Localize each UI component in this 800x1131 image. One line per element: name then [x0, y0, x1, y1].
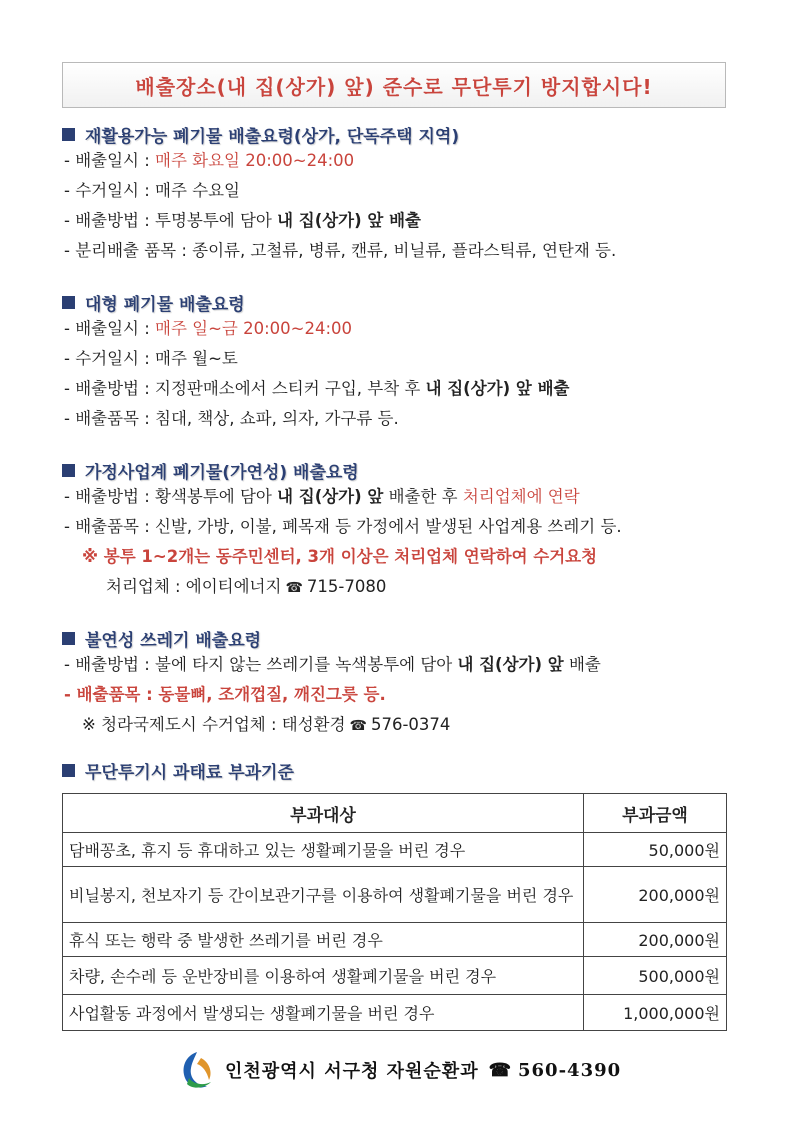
- section-title: [62, 290, 762, 314]
- items-line: - 배출품목 : 동물뼈, 조개껍질, 깨진그릇 등.: [64, 685, 386, 704]
- square-bullet-icon: [62, 632, 75, 645]
- schedule-line: [62, 314, 762, 344]
- table-row: [63, 833, 727, 867]
- footer-org: 인천광역시 서구청 자원순환과: [225, 1061, 479, 1082]
- items-line: - 배출품목 : 침대, 책상, 쇼파, 의자, 가구류 등.: [64, 409, 399, 428]
- schedule-line: [62, 146, 762, 176]
- row-amount: 200,000원: [584, 867, 727, 923]
- district-logo-icon: [175, 1048, 219, 1092]
- text: 배출한 후: [383, 487, 463, 506]
- section-title-text: 무단투기시 과태료 부과기준: [85, 762, 294, 783]
- row-amount: 50,000원: [584, 833, 727, 867]
- square-bullet-icon: [62, 764, 75, 777]
- method-line: [62, 374, 762, 404]
- company-phone: 576-0374: [370, 715, 451, 734]
- header-amount: 부과금액: [584, 794, 727, 833]
- section-noncombustible: [62, 626, 762, 740]
- label: - 배출일시 :: [64, 319, 156, 338]
- square-bullet-icon: [62, 128, 75, 141]
- items-line: - 배출품목 : 신발, 가방, 이불, 폐목재 등 가정에서 발생된 사업계용 쓰레기 등.: [64, 517, 622, 536]
- table-row: [63, 923, 727, 957]
- collection-line: - 수거일시 : 매주 수요일: [64, 181, 240, 200]
- table-header-row: [63, 794, 727, 833]
- row-amount: 1,000,000원: [584, 995, 727, 1031]
- section-title-text: 불연성 쓰레기 배출요령: [85, 630, 262, 651]
- row-target: 사업활동 과정에서 발생되는 생활폐기물을 버린 경우: [63, 995, 584, 1031]
- section-title: [62, 626, 762, 650]
- notice-line: ※ 봉투 1~2개는 동주민센터, 3개 이상은 처리업체 연락하여 수거요청: [82, 547, 598, 566]
- row-target: 휴식 또는 행락 중 발생한 쓰레기를 버린 경우: [63, 923, 584, 957]
- page-banner: 배출장소(내 집(상가) 앞) 준수로 무단투기 방지합시다!: [62, 62, 726, 108]
- section-title-text: 가정사업계 폐기물(가연성) 배출요령: [85, 462, 359, 483]
- section-recycle: [62, 122, 762, 266]
- phone-icon: ☎: [349, 718, 367, 734]
- schedule-value: 매주 화요일 20:00~24:00: [155, 151, 355, 170]
- section-bulky: [62, 290, 762, 434]
- schedule-value: 매주 일~금 20:00~24:00: [155, 319, 353, 338]
- highlight: 처리업체에 연락: [462, 487, 580, 506]
- square-bullet-icon: [62, 464, 75, 477]
- section-title-text: 재활용가능 폐기물 배출요령(상가, 단독주택 지역): [85, 126, 460, 147]
- collection-line: - 수거일시 : 매주 월~토: [64, 349, 238, 368]
- label: - 배출방법 : 불에 타지 않는 쓰레기를 녹색봉투에 담아: [64, 655, 458, 674]
- company-line: [62, 572, 762, 602]
- items-line: - 분리배출 품목 : 종이류, 고철류, 병류, 캔류, 비닐류, 플라스틱류, 연탄재 등.: [64, 241, 617, 260]
- row-target: 비닐봉지, 천보자기 등 간이보관기구를 이용하여 생활폐기물을 버린 경우: [63, 867, 584, 923]
- emphasis: 내 집(상가) 앞 배출: [425, 379, 570, 398]
- method-line: [62, 650, 762, 680]
- footer: [175, 1046, 621, 1094]
- label: - 배출방법 : 투명봉투에 담아: [64, 211, 278, 230]
- phone-icon: ☎: [488, 1059, 512, 1081]
- square-bullet-icon: [62, 296, 75, 309]
- label: - 배출방법 : 지정판매소에서 스티커 구입, 부착 후: [64, 379, 426, 398]
- row-amount: 200,000원: [584, 923, 727, 957]
- emphasis: 내 집(상가) 앞: [277, 487, 384, 506]
- row-target: 차량, 손수레 등 운반장비를 이용하여 생활폐기물을 버린 경우: [63, 957, 584, 995]
- footer-phone: 560-4390: [518, 1059, 622, 1081]
- company-line: [62, 710, 762, 740]
- row-amount: 500,000원: [584, 957, 727, 995]
- company-phone: 715-7080: [306, 577, 387, 596]
- row-target: 담배꽁초, 휴지 등 휴대하고 있는 생활폐기물을 버린 경우: [63, 833, 584, 867]
- phone-icon: ☎: [285, 580, 303, 596]
- label: - 배출방법 : 황색봉투에 담아: [64, 487, 278, 506]
- fines-table: [62, 793, 727, 1031]
- method-line: [62, 206, 762, 236]
- company-label: ※ 청라국제도시 수거업체 : 태성환경: [82, 715, 346, 734]
- section-title: [62, 758, 762, 782]
- table-row: [63, 867, 727, 923]
- section-fines: [62, 758, 762, 782]
- header-target: 부과대상: [63, 794, 584, 833]
- section-title-text: 대형 폐기물 배출요령: [85, 294, 245, 315]
- section-business: [62, 458, 762, 602]
- text: 배출: [563, 655, 601, 674]
- section-title: [62, 458, 762, 482]
- table-row: [63, 995, 727, 1031]
- company-label: 처리업체 : 에이티에너지: [106, 577, 282, 596]
- label: - 배출일시 :: [64, 151, 156, 170]
- section-title: [62, 122, 762, 146]
- method-line: [62, 482, 762, 512]
- table-row: [63, 957, 727, 995]
- emphasis: 내 집(상가) 앞: [457, 655, 564, 674]
- emphasis: 내 집(상가) 앞 배출: [277, 211, 421, 230]
